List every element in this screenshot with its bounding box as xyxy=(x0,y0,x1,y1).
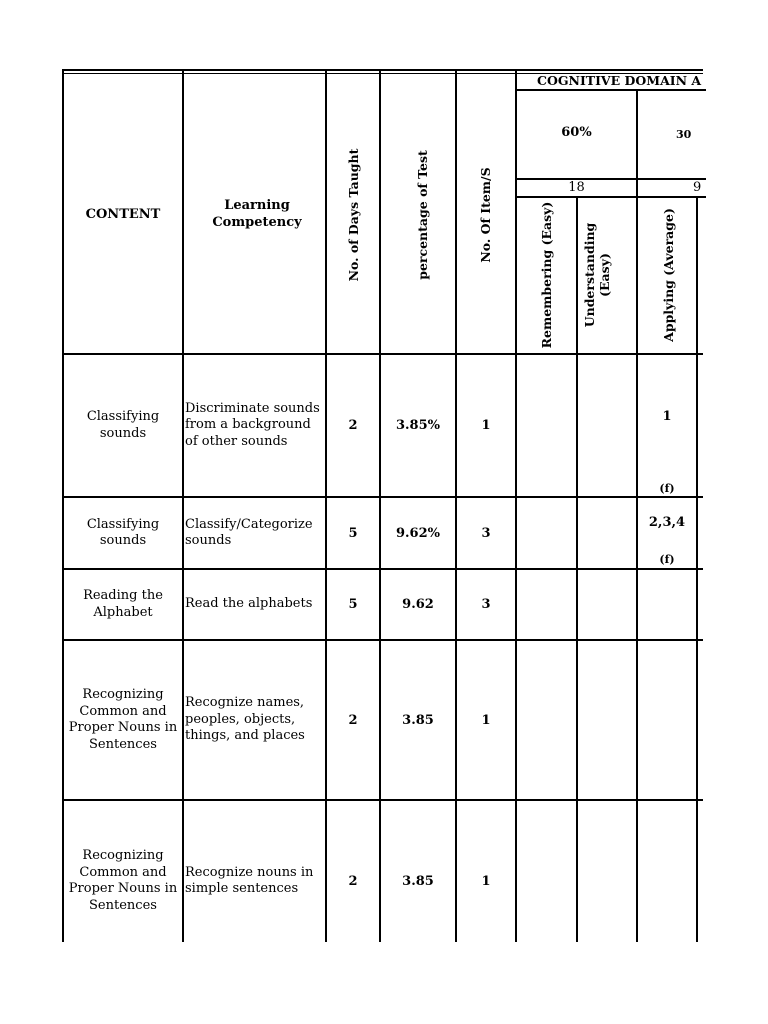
understanding-header-line-1: Understanding xyxy=(582,222,597,328)
row-5-percent: 3.85 xyxy=(402,873,434,889)
row-3-content: Reading the Alphabet xyxy=(83,588,163,620)
row-1-days: 2 xyxy=(348,418,358,433)
understanding-header xyxy=(580,210,614,340)
row-2-days: 5 xyxy=(348,525,358,541)
row-3-competency: Read the alphabets xyxy=(185,596,313,612)
row-3-items: 3 xyxy=(481,597,491,612)
understanding-header-line-2: (Easy) xyxy=(597,253,612,297)
row-2-content: Classifying sounds xyxy=(86,516,160,548)
row-5-content: Recognizing Common and Proper Nouns in Sentences xyxy=(68,848,178,913)
row-5-items: 1 xyxy=(481,873,491,889)
items-header: No. Of Item/S xyxy=(477,167,493,263)
row-1-applying: 1 xyxy=(662,408,672,424)
row-2-applying-note: (f) xyxy=(659,552,675,566)
row-3-percent: 9.62 xyxy=(402,597,434,612)
easy-items: 18 xyxy=(568,180,585,195)
row-2-competency: Classify/Categorize sounds xyxy=(185,516,313,548)
applying-column-border xyxy=(696,196,698,942)
remembering-header: Remembering (Easy) xyxy=(538,201,554,349)
row-1-items: 1 xyxy=(481,418,491,433)
row-4-competency: Recognize names, peoples, objects, things, and places xyxy=(185,695,305,744)
applying-header: Applying (Average) xyxy=(660,208,676,342)
row-4-content: Recognizing Common and Proper Nouns in Sentences xyxy=(68,687,178,752)
row-2-percent: 9.62% xyxy=(395,525,440,541)
remembering-column-border xyxy=(576,196,578,942)
average-percent: 30 xyxy=(676,127,692,141)
easy-percent: 60% xyxy=(561,124,592,140)
items-divider xyxy=(516,196,706,198)
percentage-header: percentage of Test xyxy=(414,150,430,280)
row-5-competency: Recognize nouns in simple sentences xyxy=(185,864,314,896)
average-items: 9 xyxy=(693,180,702,195)
row-1-content: Classifying sounds xyxy=(86,409,160,441)
cognitive-domain-header: COGNITIVE DOMAIN A xyxy=(537,72,702,88)
row-4-percent: 3.85 xyxy=(402,712,434,728)
row-1-percent: 3.85% xyxy=(395,418,440,433)
row-4-items: 1 xyxy=(481,712,491,728)
row-2-items: 3 xyxy=(481,525,491,541)
days-taught-header: No. of Days Taught xyxy=(345,148,361,282)
row-4-days: 2 xyxy=(348,712,358,728)
content-header: CONTENT xyxy=(85,206,161,222)
row-1-competency: Discriminate sounds from a background of other sounds xyxy=(185,400,320,449)
row-5-days: 2 xyxy=(348,873,358,889)
items-column-border xyxy=(515,69,517,942)
row-3-days: 5 xyxy=(348,597,358,612)
learning-competency-header: Learning Competency xyxy=(212,198,302,230)
row-1-applying-note: (f) xyxy=(659,481,675,495)
row-2-applying: 2,3,4 xyxy=(648,514,686,530)
